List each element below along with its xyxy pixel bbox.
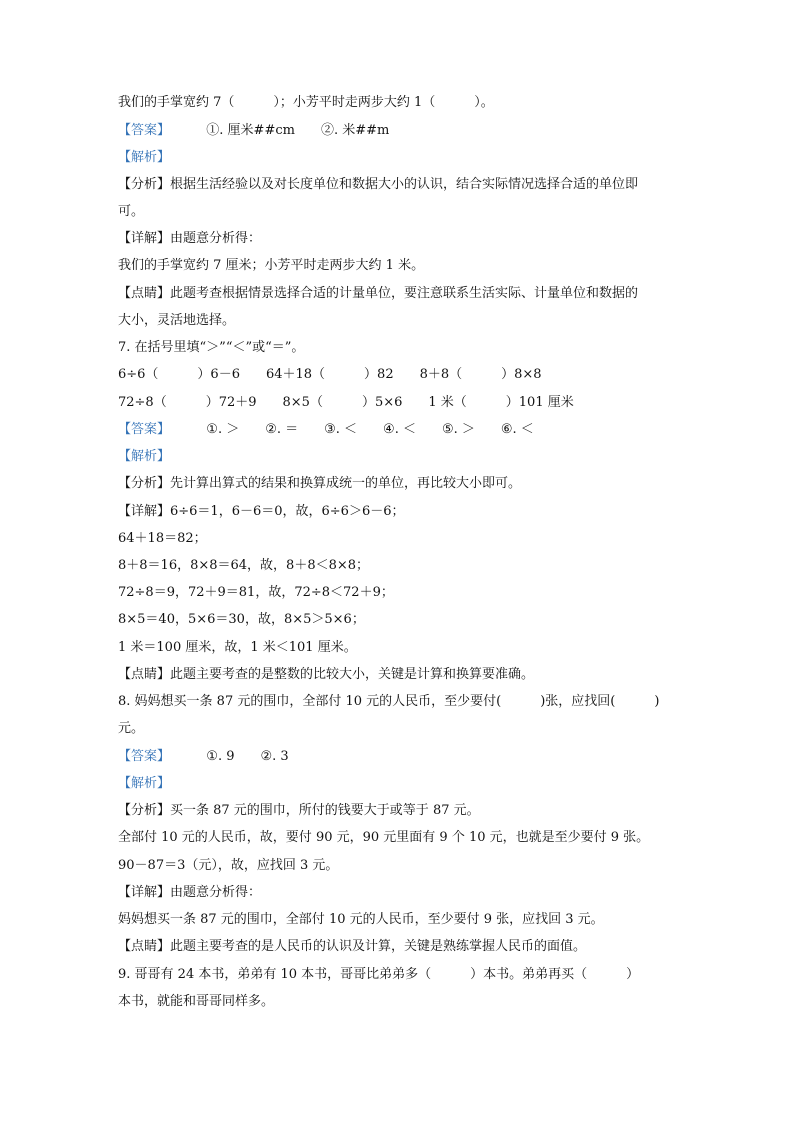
detail-text: 8＋8＝16，8×8＝64，故，8＋8＜8×8； [118, 558, 370, 573]
analysis-text: 90－87＝3（元），故，应找回 3 元。 [118, 858, 339, 873]
question-9-text-cont: 本书，就能和哥哥同样多。 [118, 994, 275, 1009]
question-6-text: 我们的手掌宽约 7（ ）；小芳平时走两步大约 1（ ）。 [118, 95, 494, 110]
comment-text-cont: 大小，灵活地选择。 [118, 313, 236, 328]
answer-tag: 【答案】 [118, 422, 171, 437]
detail-heading: 【详解】由题意分析得： [118, 231, 262, 246]
analysis-text: 【分析】买一条 87 元的围巾，所付的钱要大于或等于 87 元。 [118, 803, 480, 818]
detail-text: 1 米＝100 厘米，故，1 米＜101 厘米。 [118, 640, 357, 655]
analysis-text: 【分析】根据生活经验以及对长度单位和数据大小的认识，结合实际情况选择合适的单位即 [118, 177, 639, 192]
answer-text: ①. 9 ②. 3 [206, 749, 289, 764]
detail-text: 我们的手掌宽约 7 厘米；小芳平时走两步大约 1 米。 [118, 258, 425, 273]
answer-line-8 [118, 748, 698, 766]
comment-text: 【点睛】此题考查根据情景选择合适的计量单位，要注意联系生活实际、计量单位和数据的 [118, 286, 639, 301]
analysis-text: 【分析】先计算出算式的结果和换算成统一的单位，再比较大小即可。 [118, 476, 522, 491]
answer-tag: 【答案】 [118, 749, 171, 764]
detail-text: 8×5＝40，5×6＝30，故，8×5＞5×6； [118, 612, 365, 627]
question-9-text: 9. 哥哥有 24 本书，弟弟有 10 本书，哥哥比弟弟多（ ）本书。弟弟再买（ ） [118, 967, 640, 982]
detail-text: 妈妈想买一条 87 元的围巾，全部付 10 元的人民币，至少要付 9 张，应找回 3 元。 [118, 912, 604, 927]
detail-text: 【详解】6÷6＝1，6－6＝0，故，6÷6＞6－6； [118, 504, 405, 519]
answer-text: ①. 厘米##cm ②. 米##m [206, 123, 390, 138]
question-8-text-cont: 元。 [118, 721, 145, 736]
question-7-row-2: 72÷8（ ）72＋9 8×5（ ）5×6 1 米（ ）101 厘米 [118, 395, 574, 410]
comment-text: 【点睛】此题主要考查的是整数的比较大小，关键是计算和换算要准确。 [118, 667, 535, 682]
question-7-row-1: 6÷6（ ）6－6 64＋18（ ）82 8＋8（ ）8×8 [118, 367, 542, 382]
comment-text: 【点睛】此题主要考查的是人民币的认识及计算，关键是熟练掌握人民币的面值。 [118, 939, 587, 954]
answer-text: ①. ＞ ②. ＝ ③. ＜ ④. ＜ ⑤. ＞ ⑥. ＜ [206, 422, 534, 437]
detail-text: 72÷8＝9，72＋9＝81，故，72÷8＜72＋9； [118, 585, 394, 600]
analysis-tag: 【解析】 [118, 776, 171, 791]
answer-line-6 [118, 122, 698, 140]
analysis-text-cont: 可。 [118, 204, 145, 219]
analysis-tag: 【解析】 [118, 449, 171, 464]
question-8-text: 8. 妈妈想买一条 87 元的围巾，全部付 10 元的人民币，至少要付( )张，应找回( ) [118, 694, 660, 709]
detail-heading: 【详解】由题意分析得： [118, 885, 262, 900]
analysis-tag: 【解析】 [118, 150, 171, 165]
detail-text: 64＋18＝82； [118, 531, 207, 546]
answer-line-7 [118, 421, 698, 439]
analysis-text: 全部付 10 元的人民币，故，要付 90 元，90 元里面有 9 个 10 元，也就是至少要付 9 张。 [118, 830, 650, 845]
question-7-title: 7. 在括号里填“＞”“＜”或“＝”。 [118, 340, 305, 355]
answer-tag: 【答案】 [118, 123, 171, 138]
